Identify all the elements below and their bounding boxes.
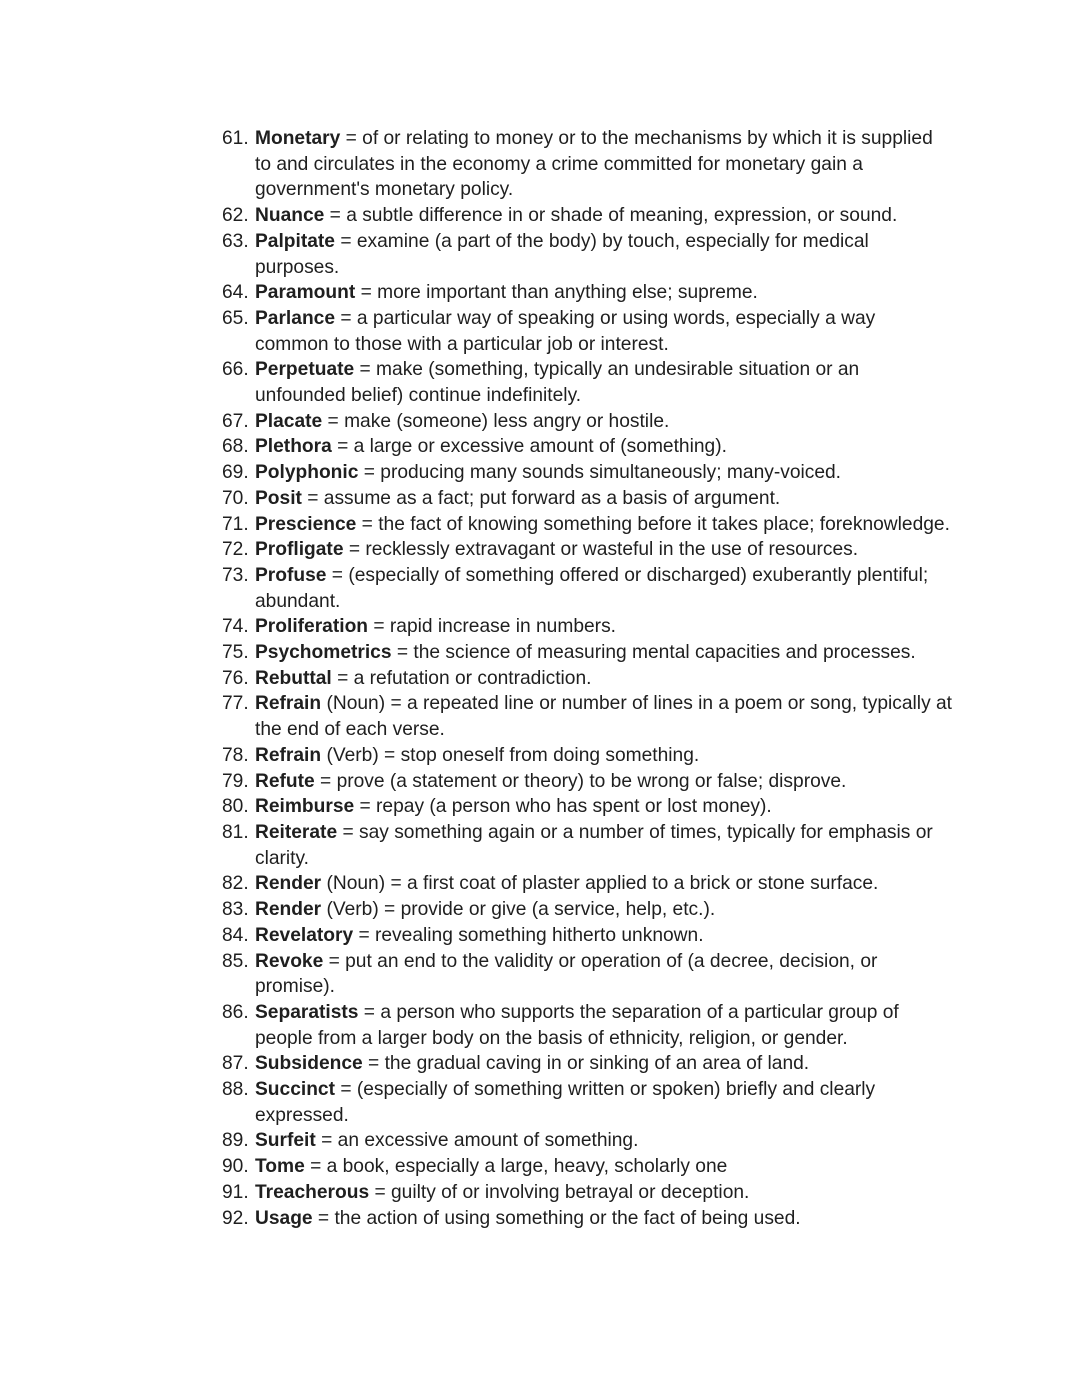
entry-term: Refrain bbox=[255, 693, 322, 715]
entry-term: Monetary bbox=[255, 128, 341, 149]
entry-body: Prescience = the fact of knowing something before it takes place; foreknowledge. bbox=[255, 513, 950, 535]
entry-number: 78. bbox=[222, 744, 249, 766]
vocab-entry bbox=[222, 460, 952, 486]
entry-body: Refrain (Noun) = a repeated line or number of lines in a poem or song, typically at the end of each verse. bbox=[255, 693, 953, 741]
entry-number: 68. bbox=[222, 436, 249, 458]
entry-definition: make (something, typically an undesirable situation or an unfounded belief) continue indefinitely. bbox=[255, 359, 860, 407]
entry-term: Surfeit bbox=[255, 1130, 316, 1152]
entry-term: Profuse bbox=[255, 564, 327, 586]
entry-body: Reimburse = repay (a person who has spent or lost money). bbox=[255, 796, 772, 818]
entry-body: Profuse = (especially of something offered or discharged) exuberantly plentiful; abundant. bbox=[255, 564, 929, 612]
entry-body: Placate = make (someone) less angry or hostile. bbox=[255, 410, 670, 432]
entry-body: Subsidence = the gradual caving in or sinking of an area of land. bbox=[255, 1053, 810, 1075]
entry-definition: an excessive amount of something. bbox=[337, 1130, 639, 1152]
entry-number: 77. bbox=[222, 693, 249, 715]
entry-definition: recklessly extravagant or wasteful in the use of resources. bbox=[365, 539, 859, 561]
vocab-entry bbox=[222, 1154, 952, 1180]
entry-definition: a repeated line or number of lines in a poem or song, typically at the end of each verse. bbox=[255, 693, 953, 741]
vocab-entry bbox=[222, 666, 952, 692]
vocab-entry bbox=[222, 949, 952, 1000]
entry-body: Render (Noun) = a first coat of plaster applied to a brick or stone surface. bbox=[255, 873, 879, 895]
entry-term: Psychometrics bbox=[255, 642, 392, 664]
entry-term: Separatists bbox=[255, 1001, 359, 1023]
entry-definition: a person who supports the separation of a particular group of people from a larger body on the basis of ethnicity, religion, or gender. bbox=[255, 1001, 899, 1049]
entry-definition: stop oneself from doing something. bbox=[400, 744, 700, 766]
entry-number: 70. bbox=[222, 487, 249, 509]
vocab-entry bbox=[222, 1180, 952, 1206]
vocab-entry bbox=[222, 126, 952, 203]
vocab-entry bbox=[222, 794, 952, 820]
entry-body: Refute = prove (a statement or theory) to be wrong or false; disprove. bbox=[255, 770, 847, 792]
vocab-entry bbox=[222, 1051, 952, 1077]
entry-term: Tome bbox=[255, 1156, 305, 1178]
entry-term: Plethora bbox=[255, 436, 332, 458]
entry-number: 79. bbox=[222, 770, 249, 792]
vocab-entry bbox=[222, 743, 952, 769]
entry-definition: (especially of something offered or discharged) exuberantly plentiful; abundant. bbox=[255, 564, 929, 612]
entry-definition: rapid increase in numbers. bbox=[389, 616, 616, 638]
vocab-entry bbox=[222, 614, 952, 640]
vocab-entry bbox=[222, 897, 952, 923]
entry-number: 87. bbox=[222, 1053, 249, 1075]
entry-term: Refute bbox=[255, 770, 315, 792]
entry-definition: of or relating to money or to the mechanisms by which it is supplied to and circulates in the economy a crime committed for monetary gain a government's monetary policy. bbox=[255, 128, 933, 201]
entry-definition: a refutation or contradiction. bbox=[353, 667, 592, 689]
entry-body: Render (Verb) = provide or give (a service, help, etc.). bbox=[255, 899, 716, 921]
vocab-entry bbox=[222, 486, 952, 512]
entry-body: Rebuttal = a refutation or contradiction. bbox=[255, 667, 592, 689]
vocab-entry bbox=[222, 512, 952, 538]
entry-body: Usage = the action of using something or the fact of being used. bbox=[255, 1207, 801, 1229]
entry-term: Succinct bbox=[255, 1079, 335, 1101]
entry-term: Render bbox=[255, 899, 322, 921]
entry-number: 83. bbox=[222, 899, 249, 921]
entry-number: 81. bbox=[222, 821, 249, 843]
entry-definition: a particular way of speaking or using words, especially a way common to those with a particular job or interest. bbox=[255, 307, 876, 355]
entry-number: 80. bbox=[222, 796, 249, 818]
entry-number: 62. bbox=[222, 205, 249, 227]
entry-number: 66. bbox=[222, 359, 249, 381]
entry-term: Palpitate bbox=[255, 230, 335, 252]
vocab-entry bbox=[222, 769, 952, 795]
entry-body: Plethora = a large or excessive amount of (something). bbox=[255, 436, 727, 458]
entry-body: Posit = assume as a fact; put forward as a basis of argument. bbox=[255, 487, 781, 509]
entry-number: 90. bbox=[222, 1156, 249, 1178]
vocab-entry bbox=[222, 923, 952, 949]
entry-body: Psychometrics = the science of measuring mental capacities and processes. bbox=[255, 642, 916, 664]
vocab-entry bbox=[222, 691, 952, 742]
entry-body: Refrain (Verb) = stop oneself from doing something. bbox=[255, 744, 700, 766]
entry-definition: provide or give (a service, help, etc.). bbox=[400, 899, 716, 921]
entry-definition: examine (a part of the body) by touch, especially for medical purposes. bbox=[255, 230, 869, 278]
entry-definition: the gradual caving in or sinking of an area of land. bbox=[384, 1053, 810, 1075]
vocab-entry bbox=[222, 871, 952, 897]
entry-body: Treacherous = guilty of or involving betrayal or deception. bbox=[255, 1181, 750, 1203]
entry-number: 82. bbox=[222, 873, 249, 895]
vocab-entry bbox=[222, 1128, 952, 1154]
entry-body: Paramount = more important than anything else; supreme. bbox=[255, 282, 758, 304]
vocab-entry bbox=[222, 1206, 952, 1232]
entry-number: 75. bbox=[222, 642, 249, 664]
entry-body: Polyphonic = producing many sounds simultaneously; many-voiced. bbox=[255, 462, 842, 484]
entry-number: 64. bbox=[222, 282, 249, 304]
entry-body: Proliferation = rapid increase in numbers. bbox=[255, 616, 616, 638]
entry-body: Monetary = of or relating to money or to the mechanisms by which it is supplied to and circulates in the economy a crime committed for monetary gain a government's monetary policy. bbox=[255, 128, 933, 201]
vocab-entry bbox=[222, 434, 952, 460]
vocab-entry bbox=[222, 563, 952, 614]
entry-number: 74. bbox=[222, 616, 249, 638]
entry-number: 72. bbox=[222, 539, 249, 561]
entry-definition: guilty of or involving betrayal or deception. bbox=[391, 1181, 750, 1203]
entry-term: Reiterate bbox=[255, 821, 338, 843]
entry-body: Parlance = a particular way of speaking or using words, especially a way common to those with a particular job or interest. bbox=[255, 307, 876, 355]
entry-term: Revoke bbox=[255, 950, 324, 972]
entry-part-of-speech: (Verb) bbox=[326, 899, 379, 921]
vocab-entry bbox=[222, 409, 952, 435]
entry-body: Succinct = (especially of something written or spoken) briefly and clearly expressed. bbox=[255, 1079, 876, 1126]
entry-body: Separatists = a person who supports the separation of a particular group of people from a larger body on the basis of ethnicity, religion, or gender. bbox=[255, 1001, 899, 1049]
entry-term: Posit bbox=[255, 487, 302, 509]
entry-definition: repay (a person who has spent or lost money). bbox=[376, 796, 772, 818]
entry-number: 61. bbox=[222, 128, 249, 149]
entry-number: 73. bbox=[222, 564, 249, 586]
entry-definition: a book, especially a large, heavy, scholarly one bbox=[326, 1156, 728, 1178]
entry-term: Nuance bbox=[255, 205, 325, 227]
entry-number: 86. bbox=[222, 1001, 249, 1023]
entry-term: Usage bbox=[255, 1207, 313, 1229]
entry-definition: the action of using something or the fact of being used. bbox=[334, 1207, 801, 1229]
entry-body: Surfeit = an excessive amount of something. bbox=[255, 1130, 639, 1152]
entry-definition: more important than anything else; supreme. bbox=[377, 282, 758, 304]
entry-body: Nuance = a subtle difference in or shade of meaning, expression, or sound. bbox=[255, 205, 898, 227]
entry-definition: (especially of something written or spoken) briefly and clearly expressed. bbox=[255, 1079, 876, 1126]
entry-part-of-speech: (Verb) bbox=[326, 744, 379, 766]
entry-definition: make (someone) less angry or hostile. bbox=[344, 410, 670, 432]
entry-term: Subsidence bbox=[255, 1053, 363, 1075]
entry-number: 76. bbox=[222, 667, 249, 689]
entry-definition: assume as a fact; put forward as a basis of argument. bbox=[323, 487, 781, 509]
entry-body: Reiterate = say something again or a number of times, typically for emphasis or clarity. bbox=[255, 821, 933, 869]
entry-definition: producing many sounds simultaneously; many-voiced. bbox=[380, 462, 842, 484]
entry-number: 63. bbox=[222, 230, 249, 252]
vocab-entry bbox=[222, 203, 952, 229]
entry-definition: say something again or a number of times, typically for emphasis or clarity. bbox=[255, 821, 933, 869]
entry-term: Paramount bbox=[255, 282, 356, 304]
entry-term: Placate bbox=[255, 410, 323, 432]
entry-term: Polyphonic bbox=[255, 462, 359, 484]
entry-term: Revelatory bbox=[255, 924, 354, 946]
entry-body: Revelatory = revealing something hitherto unknown. bbox=[255, 924, 704, 946]
entry-number: 89. bbox=[222, 1130, 249, 1152]
entry-definition: the science of measuring mental capacities and processes. bbox=[413, 642, 916, 664]
vocab-entry bbox=[222, 1077, 952, 1128]
vocab-entry bbox=[222, 357, 952, 408]
entry-definition: revealing something hitherto unknown. bbox=[375, 924, 704, 946]
entry-number: 85. bbox=[222, 950, 249, 972]
vocab-entry bbox=[222, 229, 952, 280]
vocab-entry bbox=[222, 1000, 952, 1051]
entry-definition: the fact of knowing something before it takes place; foreknowledge. bbox=[378, 513, 950, 535]
entry-term: Refrain bbox=[255, 744, 322, 766]
entry-definition: a large or excessive amount of (something). bbox=[353, 436, 727, 458]
entry-number: 65. bbox=[222, 307, 249, 329]
entry-number: 84. bbox=[222, 924, 249, 946]
entry-term: Treacherous bbox=[255, 1181, 370, 1203]
entry-body: Palpitate = examine (a part of the body) by touch, especially for medical purposes. bbox=[255, 230, 869, 278]
entry-body: Perpetuate = make (something, typically an undesirable situation or an unfounded belief) continue indefinitely. bbox=[255, 359, 860, 407]
vocab-entry bbox=[222, 280, 952, 306]
entry-body: Revoke = put an end to the validity or operation of (a decree, decision, or promise). bbox=[255, 950, 878, 998]
entry-term: Proliferation bbox=[255, 616, 369, 638]
entry-definition: prove (a statement or theory) to be wrong or false; disprove. bbox=[336, 770, 847, 792]
entry-number: 92. bbox=[222, 1207, 249, 1229]
entry-term: Rebuttal bbox=[255, 667, 332, 689]
entry-number: 88. bbox=[222, 1079, 249, 1101]
entry-term: Parlance bbox=[255, 307, 336, 329]
entry-part-of-speech: (Noun) bbox=[326, 693, 386, 715]
entry-definition: put an end to the validity or operation of (a decree, decision, or promise). bbox=[255, 950, 878, 998]
entry-part-of-speech: (Noun) bbox=[326, 873, 386, 895]
vocabulary-list bbox=[222, 126, 952, 1231]
entry-term: Profligate bbox=[255, 539, 344, 561]
entry-number: 91. bbox=[222, 1181, 249, 1203]
entry-body: Tome = a book, especially a large, heavy, scholarly one bbox=[255, 1156, 728, 1178]
vocab-entry bbox=[222, 306, 952, 357]
vocab-entry bbox=[222, 537, 952, 563]
entry-term: Perpetuate bbox=[255, 359, 355, 381]
entry-definition: a subtle difference in or shade of meaning, expression, or sound. bbox=[346, 205, 898, 227]
entry-number: 71. bbox=[222, 513, 249, 535]
entry-definition: a first coat of plaster applied to a brick or stone surface. bbox=[406, 873, 879, 895]
entry-term: Prescience bbox=[255, 513, 357, 535]
entry-number: 67. bbox=[222, 410, 249, 432]
entry-number: 69. bbox=[222, 462, 249, 484]
vocab-entry bbox=[222, 640, 952, 666]
entry-term: Reimburse bbox=[255, 796, 355, 818]
vocab-entry bbox=[222, 820, 952, 871]
entry-term: Render bbox=[255, 873, 322, 895]
entry-body: Profligate = recklessly extravagant or wasteful in the use of resources. bbox=[255, 539, 859, 561]
